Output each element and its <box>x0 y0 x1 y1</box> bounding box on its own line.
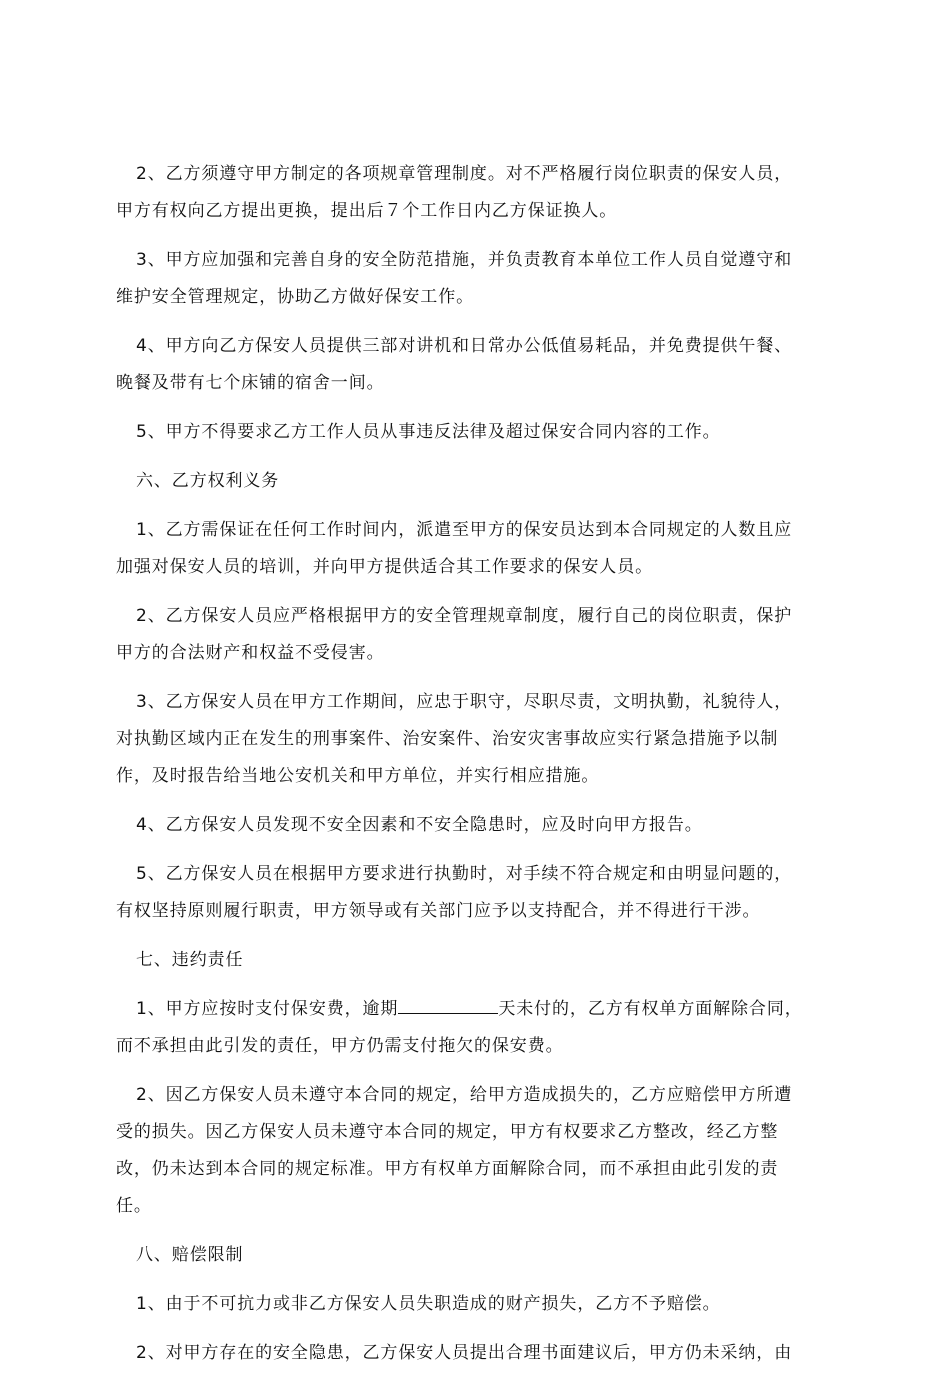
text-segment: 天未付的，乙方有权单方面解除合同， <box>498 999 803 1019</box>
text-line: 改，仍未达到本合同的规定标准。甲方有权单方面解除合同，而不承担由此引发的责 <box>116 1159 779 1179</box>
heading-text: 七、违约责任 <box>136 950 244 970</box>
text-line: 2、因乙方保安人员未遵守本合同的规定，给甲方造成损失的，乙方应赔偿甲方所遭 <box>136 1085 793 1105</box>
text-line: 3、乙方保安人员在甲方工作期间，应忠于职守，尽职尽责，文明执勤，礼貌待人， <box>136 692 793 712</box>
text-line: 作，及时报告给当地公安机关和甲方单位，并实行相应措施。 <box>116 766 600 786</box>
section-heading-7 <box>116 942 844 979</box>
text-segment: 1、甲方应按时支付保安费，逾期 <box>136 999 399 1019</box>
paragraph-6-1 <box>116 512 844 586</box>
paragraph-8-1 <box>116 1286 844 1323</box>
text-line: 维护安全管理规定，协助乙方做好保安工作。 <box>116 287 474 307</box>
text-line: 受的损失。因乙方保安人员未遵守本合同的规定，甲方有权要求乙方整改，经乙方整 <box>116 1122 779 1142</box>
fill-in-blank <box>398 995 498 1014</box>
text-line: 晚餐及带有七个床铺的宿舍一间。 <box>116 373 385 393</box>
text-line: 5、甲方不得要求乙方工作人员从事违反法律及超过保安合同内容的工作。 <box>136 422 721 442</box>
text-line: 4、乙方保安人员发现不安全因素和不安全隐患时，应及时向甲方报告。 <box>136 815 703 835</box>
text-line: 任。 <box>116 1196 152 1216</box>
text-line: 甲方有权向乙方提出更换，提出后７个工作日内乙方保证换人。 <box>116 201 618 221</box>
text-line: 1、乙方需保证在任何工作时间内，派遣至甲方的保安员达到本合同规定的人数且应 <box>136 520 793 540</box>
paragraph-6-5 <box>116 856 844 930</box>
text-line: 2、乙方须遵守甲方制定的各项规章管理制度。对不严格履行岗位职责的保安人员， <box>136 164 793 184</box>
paragraph-6-4 <box>116 807 844 844</box>
text-line: 2、对甲方存在的安全隐患，乙方保安人员提出合理书面建议后，甲方仍未采纳，由 <box>136 1343 793 1363</box>
text-line: 2、乙方保安人员应严格根据甲方的安全管理规章制度，履行自己的岗位职责，保护 <box>136 606 793 626</box>
text-line: 对执勤区域内正在发生的刑事案件、治安案件、治安灾害事故应实行紧急措施予以制 <box>116 729 779 749</box>
paragraph-5 <box>116 414 844 451</box>
text-line: 有权坚持原则履行职责，甲方领导或有关部门应予以支持配合，并不得进行干涉。 <box>116 901 761 921</box>
paragraph-7-2 <box>116 1077 844 1225</box>
paragraph-3 <box>116 242 844 316</box>
heading-text: 六、乙方权利义务 <box>136 471 280 491</box>
paragraph-6-2 <box>116 598 844 672</box>
paragraph-8-2 <box>116 1335 844 1372</box>
text-line: 而不承担由此引发的责任，甲方仍需支付拖欠的保安费。 <box>116 1036 564 1056</box>
text-line: 4、甲方向乙方保安人员提供三部对讲机和日常办公低值易耗品，并免费提供午餐、 <box>136 336 793 356</box>
text-line: 5、乙方保安人员在根据甲方要求进行执勤时，对手续不符合规定和由明显问题的， <box>136 864 793 884</box>
text-line: 1、由于不可抗力或非乙方保安人员失职造成的财产损失，乙方不予赔偿。 <box>136 1294 721 1314</box>
text-line: 加强对保安人员的培训，并向甲方提供适合其工作要求的保安人员。 <box>116 557 653 577</box>
text-line <box>116 991 844 1028</box>
text-line: 3、甲方应加强和完善自身的安全防范措施，并负责教育本单位工作人员自觉遵守和 <box>136 250 793 270</box>
paragraph-4 <box>116 328 844 402</box>
paragraph-6-3 <box>116 684 844 795</box>
text-line: 甲方的合法财产和权益不受侵害。 <box>116 643 385 663</box>
heading-text: 八、赔偿限制 <box>136 1245 244 1265</box>
section-heading-6 <box>116 463 844 500</box>
paragraph-2 <box>116 156 844 230</box>
section-heading-8 <box>116 1237 844 1274</box>
document-body <box>116 156 844 1384</box>
paragraph-7-1 <box>116 991 844 1065</box>
